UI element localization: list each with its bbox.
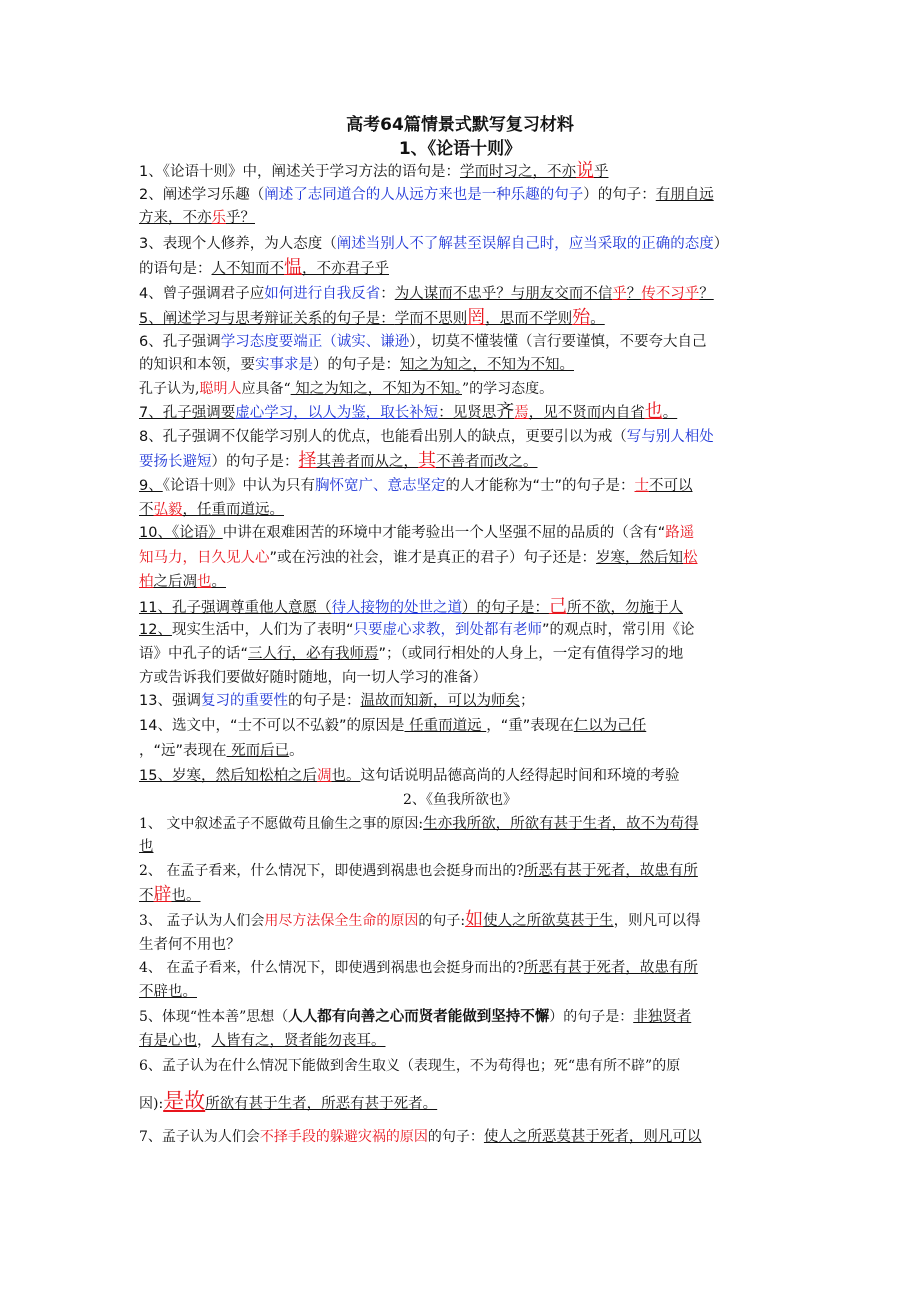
text-segment: 的句子： (427, 1129, 484, 1145)
text-segment: ？ (626, 286, 642, 302)
text-line (139, 475, 789, 497)
text-segment: 人人都有向善之心而贤者能做到坚持不懈 (288, 1009, 550, 1025)
text-segment: 。 (590, 311, 605, 327)
text-segment: ）的句子是： (549, 1009, 634, 1025)
text-line (139, 184, 789, 206)
text-segment: 择 (298, 450, 317, 471)
text-segment: 14、选文中，“士不可以不弘毅”的原因是 (139, 718, 405, 734)
text-segment: 岁寒，然后知松柏之后 (171, 768, 317, 784)
section-title-yuwo: 2、《鱼我所欲也》 (403, 792, 517, 808)
text-line (139, 233, 789, 255)
text-line (139, 715, 789, 737)
text-segment: 人皆有之 (211, 1033, 270, 1049)
text-segment: ，见不贤而内自省 (528, 405, 645, 421)
text-segment: 也 (197, 574, 212, 590)
text-line (139, 547, 789, 569)
text-segment: 不可以 (649, 478, 693, 494)
text-segment: ，则凡可以得 (613, 913, 701, 929)
text-segment: 路遥 (665, 525, 695, 541)
text-segment: 乎 (593, 164, 609, 180)
text-line (139, 401, 789, 424)
text-segment: 死而后已 (226, 743, 290, 759)
text-segment: 。 (662, 405, 678, 421)
text-segment: 非独贤者 (633, 1009, 692, 1025)
text-line (139, 207, 789, 229)
text-segment: 不 (139, 502, 154, 518)
text-segment: 的知识和本领，要 (139, 357, 255, 373)
text-segment: ”的学习态度。 (461, 381, 554, 397)
text-segment: 9、 (139, 478, 163, 494)
text-segment: 12、 (139, 622, 172, 638)
text-segment: ； (519, 693, 535, 709)
text-segment: 学习态度要端正（诚实、谦逊 (220, 334, 410, 350)
text-segment: 的人才能称为“士”的句子是： (445, 478, 635, 494)
text-line (139, 1126, 789, 1148)
text-segment: 所恶有甚于死者，故患有所 (523, 863, 698, 879)
text-segment: 不善者而改之。 (436, 454, 538, 470)
text-line (139, 378, 789, 400)
text-segment: ，“远”表现在 (139, 743, 227, 759)
text-segment: 方来，不亦 (139, 210, 212, 226)
text-segment: 《论语十则》中认为只有 (162, 478, 315, 494)
text-segment: 乎 (612, 286, 627, 302)
text-segment: 学而时习之，不亦 (459, 164, 576, 180)
text-line (139, 283, 789, 305)
text-segment: ”；（或同行相处的人身上，一定有值得学习的地 (378, 646, 684, 662)
text-segment: 传不习乎 (641, 286, 700, 302)
text-segment: 其善者而从之， (316, 454, 418, 470)
text-segment: 不 (139, 888, 154, 904)
text-segment: 之后凋 (153, 574, 197, 590)
text-line (139, 1030, 789, 1052)
text-segment: 乎？ (226, 210, 255, 226)
text-segment: 不辟也。 (139, 984, 197, 1000)
text-segment: 说 (575, 160, 594, 181)
text-line (139, 499, 789, 521)
text-segment: 。 (211, 574, 226, 590)
text-segment: 11、孔子强调尊重他人意愿（ (139, 600, 332, 616)
text-line (139, 160, 789, 183)
text-segment: 生亦我所欲，所欲有甚于生者，故不为苟得 (423, 816, 699, 832)
text-segment: 虚心学习，以人为鉴，取长补短 (235, 405, 439, 421)
text-segment: 复习的重要性 (200, 693, 288, 709)
text-segment: 弘毅 (153, 502, 183, 518)
text-line (139, 1090, 789, 1115)
text-line (139, 257, 789, 280)
text-segment: 1、 文中叙述孟子不愿做苟且偷生之事的原因: (139, 816, 424, 832)
text-segment: 使人之所恶莫甚于死者，则凡可以 (483, 1129, 702, 1145)
text-line (139, 860, 789, 882)
text-segment: 10、《论语》 (139, 525, 223, 541)
text-segment: 实事求是 (255, 357, 313, 373)
text-segment: ）的句子是： (461, 600, 549, 616)
text-segment: 中讲在艰难困苦的环境中才能考验出一个人坚强不屈的品质的（含有“ (222, 525, 666, 541)
text-segment: 8、孔子强调不仅能学习别人的优点，也能看出别人的缺点，更要引以为戒（ (139, 429, 627, 445)
text-segment: 人不知而不 (211, 261, 284, 277)
text-segment: ？ (699, 286, 714, 302)
text-segment: 3、 孟子认为人们会 (139, 913, 265, 929)
text-line (139, 450, 789, 473)
text-segment: ，思而不学则 (485, 311, 573, 327)
text-segment: 为人谋而不忠乎？与朋友交而不信 (394, 286, 613, 302)
text-line (139, 1006, 789, 1028)
text-segment: 2、 在孟子看来，什么情况下，即使遇到祸患也会挺身而出的? (139, 863, 524, 879)
text-segment: 也 (644, 401, 663, 422)
text-segment: 的语句是： (139, 261, 212, 277)
text-line (139, 522, 789, 544)
text-segment: 柏 (139, 574, 154, 590)
text-segment: ） (713, 236, 729, 252)
text-line (139, 934, 789, 956)
page-title: 高考64篇情景式默写复习材料 (346, 115, 574, 135)
text-segment: 也 (139, 839, 154, 855)
text-segment: ：见贤思 (438, 405, 497, 421)
text-segment: 只要虚心求教，到处都有老师 (353, 622, 542, 638)
text-segment: 辟 (153, 884, 172, 905)
text-segment: 2、阐述学习乐趣（ (139, 187, 265, 203)
text-line (139, 836, 789, 858)
text-segment: 凋 (316, 768, 332, 784)
text-line (139, 426, 789, 448)
text-segment: 阐述当别人不了解甚至误解自己时，应当采取的正确的态度 (336, 236, 714, 252)
text-segment: 5、阐述学习与思考辩证关系的句子是： (139, 311, 395, 327)
text-segment: 罔 (467, 307, 486, 328)
text-segment: 生者何不用也？ (139, 937, 241, 953)
text-segment: 胸怀宽广、意志坚定 (314, 478, 446, 494)
text-segment: 现实生活中，人们为了表明“ (171, 622, 354, 638)
text-segment: 3、表现个人修养，为人态度（ (139, 236, 337, 252)
text-segment: 4、 在孟子看来，什么情况下，即使遇到祸患也会挺身而出的? (139, 960, 524, 976)
text-segment: 殆 (572, 307, 591, 328)
text-segment: 聪明人 (199, 381, 242, 397)
section-title-lunyu: 1、《论语十则》 (398, 139, 522, 159)
text-segment: 有朋自远 (655, 187, 714, 203)
text-segment: ： (380, 286, 395, 302)
text-line (139, 596, 789, 619)
text-segment: 齐 (496, 401, 515, 422)
text-segment: 5、体现“性本善”思想（ (139, 1009, 289, 1025)
text-segment: 15、 (139, 768, 172, 784)
text-segment: 温故而知新，可以为师矣 (360, 693, 520, 709)
text-segment: 有是心也 (139, 1033, 197, 1049)
text-line (139, 619, 789, 641)
text-segment: ”或在污浊的社会，谁才是真正的君子）句子还是： (269, 550, 597, 566)
text-segment: ， (197, 1033, 212, 1049)
text-segment: ），切莫不懂装懂（言行要谨慎，不要夸大自己 (409, 334, 707, 350)
text-segment: 如 (465, 909, 484, 930)
text-segment: 任重而道远 (404, 718, 487, 734)
text-segment: 学而不思则 (394, 311, 468, 327)
text-segment: 如何进行自我反省 (264, 286, 381, 302)
text-segment: 不择手段的躲避灾祸的原因 (259, 1129, 428, 1145)
text-line (139, 813, 789, 835)
text-segment: 用尽方法保全生命的原因 (264, 913, 419, 929)
text-segment: ，“重”表现在 (486, 718, 574, 734)
text-segment: 语》中孔子的话“ (139, 646, 249, 662)
text-line (139, 354, 789, 376)
text-segment: 岁寒，然后知 (596, 550, 684, 566)
text-segment: 所不欲，勿施于人 (566, 600, 683, 616)
text-segment: 阐述了志同道合的人从远方来也是一种乐趣的句子 (264, 187, 584, 203)
text-segment: 其 (418, 450, 436, 471)
text-segment: 因): (139, 1096, 164, 1112)
text-segment: 所欲有甚于生者，所恶有甚于死者。 (205, 1096, 438, 1112)
text-line (139, 331, 789, 353)
text-segment: 4、曾子强调君子应 (139, 286, 265, 302)
text-segment: ）的句子是： (211, 454, 299, 470)
text-segment: 知马力，日久见人心 (139, 550, 270, 566)
text-segment: 这句话说明品德高尚的人经得起时间和环境的考验 (360, 768, 680, 784)
text-segment: 知之为知之，不知为不知。 (290, 381, 462, 397)
text-segment: 也。 (171, 888, 201, 904)
text-segment: 仁以为己任 (573, 718, 647, 734)
text-segment: 孔子认为, (139, 381, 200, 397)
text-line (139, 957, 789, 979)
text-segment: 也。 (331, 768, 361, 784)
text-segment: 7、孟子认为人们会 (139, 1129, 260, 1145)
text-segment: 7、孔子强调要 (139, 405, 236, 421)
text-segment: 三人行，必有我师焉 (248, 646, 379, 662)
text-segment: ，不亦君子乎 (302, 261, 389, 277)
text-segment: 知之为知之，不知为不知。 (400, 357, 574, 373)
text-segment: 方或告诉我们要做好随时随地，向一切人学习的准备） (139, 670, 487, 686)
text-segment: ，任重而道远。 (182, 502, 284, 518)
text-segment: 松 (683, 550, 698, 566)
text-segment: 写与别人相处 (626, 429, 714, 445)
text-segment: 的句子: (418, 913, 466, 929)
text-segment: 。 (289, 743, 304, 759)
text-segment: 是故 (163, 1089, 206, 1113)
text-line (139, 307, 789, 330)
text-line (139, 909, 789, 932)
text-segment: 焉 (514, 405, 529, 421)
text-segment: 13、强调 (139, 693, 201, 709)
text-segment: 6、孔子强调 (139, 334, 221, 350)
text-segment: 要扬长避短 (139, 454, 212, 470)
text-segment: 应具备“ (241, 381, 291, 397)
text-line (139, 981, 789, 1003)
text-line (139, 571, 789, 593)
text-segment: 士 (634, 478, 650, 494)
text-segment: 己 (548, 596, 567, 617)
text-segment: 愠 (284, 257, 302, 278)
text-line (139, 740, 789, 762)
text-segment: 使人之所欲莫甚于生 (483, 913, 614, 929)
text-segment: 所恶有甚于死者，故患有所 (523, 960, 698, 976)
text-segment: 乐 (211, 210, 226, 226)
text-segment: 待人接物的处世之道 (331, 600, 462, 616)
text-line (139, 690, 789, 712)
text-line (139, 643, 789, 665)
text-line (139, 884, 789, 907)
text-segment: ”的观点时，常引用《论 (541, 622, 695, 638)
text-line (139, 1055, 789, 1077)
text-segment: ）的句子是： (313, 357, 400, 373)
text-segment: ，贤者能勿丧耳。 (269, 1033, 386, 1049)
text-line (139, 667, 789, 689)
text-segment: ）的句子： (583, 187, 656, 203)
text-segment: 1、《论语十则》中，阐述关于学习方法的语句是： (139, 164, 460, 180)
text-segment: 的句子是： (287, 693, 361, 709)
text-segment: 6、孟子认为在什么情况下能做到舍生取义（表现生，不为苟得也；死“患有所不辟”的原 (139, 1058, 681, 1074)
text-line (139, 765, 789, 787)
